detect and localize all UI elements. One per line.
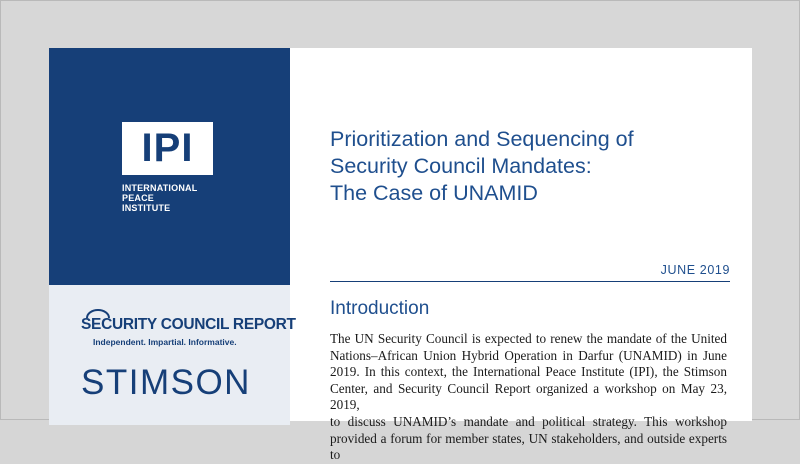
header-divider [330, 281, 730, 282]
scr-name: SECURITY COUNCIL REPORT [81, 316, 296, 333]
report-title-line: Security Council Mandates: [330, 154, 592, 178]
ipi-logo: IPI [122, 122, 213, 175]
stimson-logo: STIMSON [81, 363, 251, 402]
scr-tagline: Independent. Impartial. Informative. [93, 337, 237, 347]
paragraph-line: to discuss UNAMID’s mandate and political strategy. This workshop [330, 413, 727, 429]
ipi-sidebar-panel [49, 48, 290, 285]
ipi-full-name [122, 183, 222, 213]
report-title [330, 126, 740, 207]
partner-logos-panel [49, 285, 296, 425]
paragraph-line: Center, and Security Council Report organized a workshop on May 23, 2019, [330, 380, 727, 413]
publication-date: JUNE 2019 [660, 263, 730, 277]
ipi-name-line: INTERNATIONAL [122, 183, 198, 193]
report-title-line: The Case of UNAMID [330, 181, 538, 205]
ipi-name-line: PEACE [122, 193, 155, 203]
report-title-line: Prioritization and Sequencing of [330, 127, 634, 151]
intro-paragraph [330, 331, 727, 464]
paragraph-line: 2019. In this context, the International Peace Institute (IPI), the Stimson [330, 364, 727, 380]
paragraph-line: Nations–African Union Hybrid Operation in Darfur (UNAMID) in June [330, 347, 727, 363]
ipi-name-line: INSTITUTE [122, 203, 171, 213]
document-page [49, 48, 752, 463]
section-heading: Introduction [330, 298, 430, 319]
report-cover-main [290, 48, 752, 463]
paragraph-line: provided a forum for member states, UN stakeholders, and outside experts to [330, 430, 727, 463]
paragraph-line: The UN Security Council is expected to renew the mandate of the United [330, 331, 727, 346]
